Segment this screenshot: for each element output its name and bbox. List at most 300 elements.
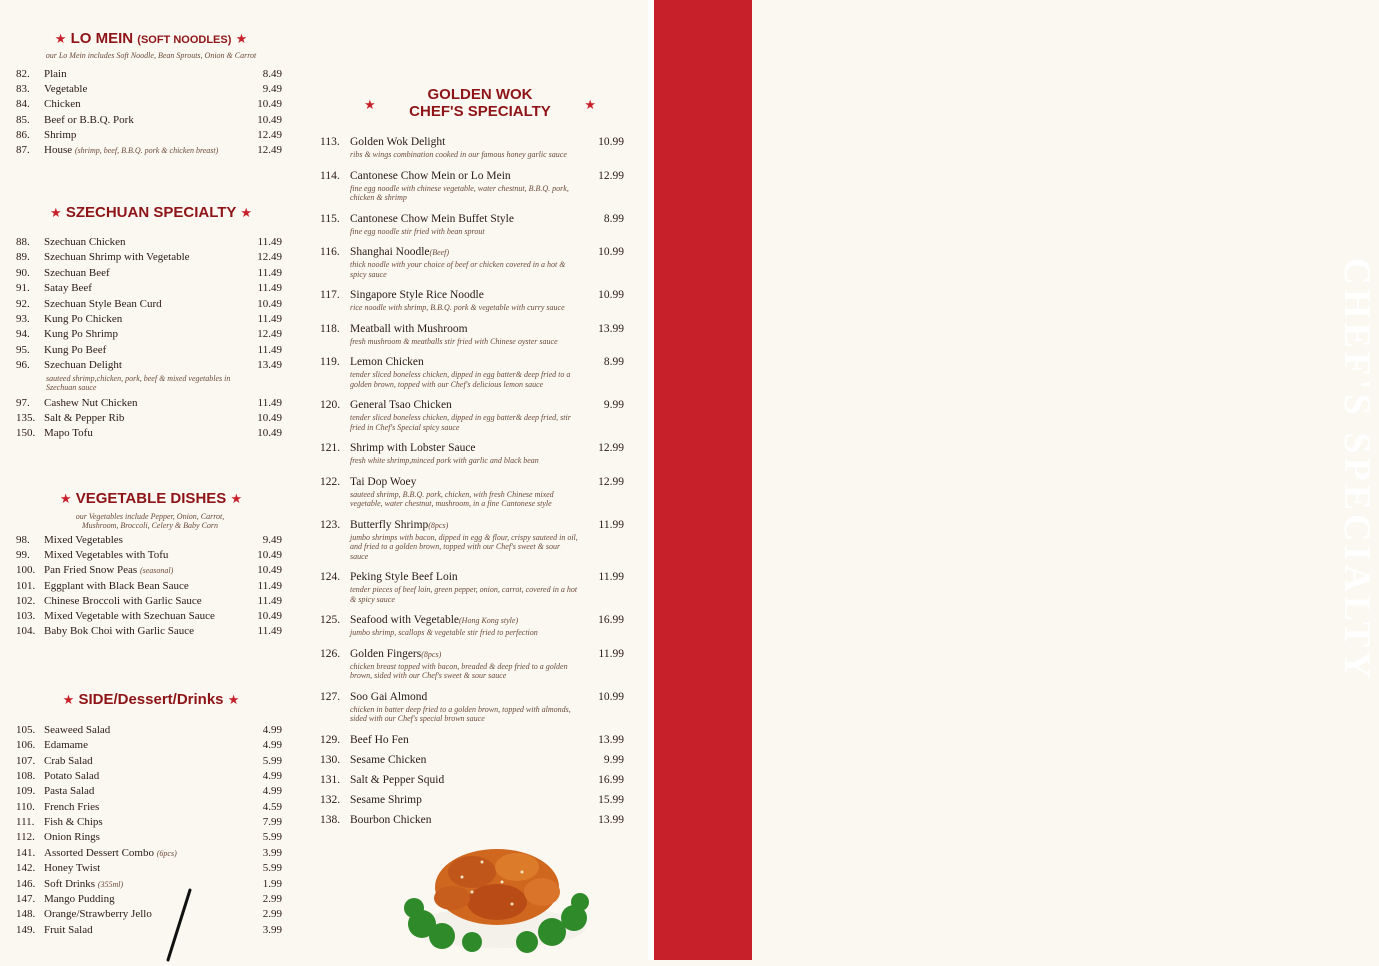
menu-item [320, 812, 624, 828]
menu-item [16, 923, 282, 938]
item-line [320, 772, 624, 788]
item-line [320, 569, 624, 585]
item-price: 3.99 [262, 846, 282, 859]
menu-item [16, 754, 282, 769]
item-number: 142. [16, 862, 36, 875]
item-name: Shrimp [44, 128, 77, 141]
menu-item [16, 113, 282, 128]
item-name: Edamame [44, 739, 88, 752]
item-number: 120. [320, 399, 341, 411]
item-name: Cantonese Chow Mein or Lo Mein [350, 169, 511, 182]
item-description: thick noodle with your choice of beef or chicken covered in a hot & spicy sauce [350, 260, 566, 279]
item-number: 118. [320, 322, 340, 335]
item-name: Shanghai Noodle(Beef) [350, 246, 450, 258]
item-line [320, 134, 624, 150]
item-price: 11.49 [257, 625, 282, 638]
item-line [320, 168, 624, 184]
item-price: 8.99 [603, 356, 624, 368]
menu-item [320, 321, 624, 347]
item-price: 11.99 [598, 571, 624, 583]
item-description: jumbo shrimps with bacon, dipped in egg & flour, crispy sauteed in oil, and fried to a golden brown, topped with our Chef's sweet & sour sauce [350, 532, 578, 561]
item-price: 4.59 [262, 800, 282, 813]
item-name: Shrimp with Lobster Sauce [350, 442, 476, 454]
menu-item [320, 612, 624, 638]
item-price: 13.99 [598, 322, 624, 335]
menu-item [16, 877, 282, 892]
item-line [320, 689, 624, 705]
item-name: Bourbon Chicken [350, 813, 432, 826]
item-price: 10.99 [598, 136, 624, 148]
item-number: 150. [16, 427, 36, 440]
item-name: Szechuan Shrimp with Vegetable [44, 251, 190, 264]
menu-item [320, 397, 624, 432]
item-description: ribs & wings combination cooked in our famous honey garlic sauce [350, 150, 567, 159]
item-price: 10.49 [257, 610, 282, 622]
item-number: 86. [16, 128, 30, 141]
item-number: 129. [320, 733, 341, 746]
item-name: Cashew Nut Chicken [44, 397, 138, 409]
item-price: 10.99 [598, 289, 624, 301]
item-number: 113. [320, 136, 340, 148]
menu-item [16, 533, 282, 548]
menu-item [16, 784, 282, 799]
menu-item [320, 134, 624, 160]
item-price: 16.99 [598, 773, 624, 786]
item-description: chicken in batter deep fried to a golden brown, topped with almonds, sided with our Chef's special brown sauce [350, 704, 571, 723]
item-price: 2.99 [262, 892, 282, 905]
item-price: 11.49 [257, 236, 282, 248]
item-number: 98. [16, 534, 30, 546]
item-note: (6pcs) [156, 848, 177, 858]
side-title: ★ SIDE/Dessert/Drinks ★ [62, 691, 240, 708]
menu-item [16, 266, 282, 281]
item-name: Honey Twist [44, 862, 101, 875]
item-price: 12.49 [257, 251, 282, 264]
item-number: 125. [320, 614, 341, 626]
menu-item [16, 327, 282, 342]
item-price: 11.49 [257, 282, 282, 295]
item-price: 3.99 [262, 923, 282, 936]
item-name: Pasta Salad [44, 785, 95, 798]
menu-item [16, 846, 282, 861]
menu-item [16, 907, 282, 922]
item-price: 10.49 [257, 113, 282, 126]
item-name: Kung Po Chicken [44, 313, 123, 325]
menu-item [320, 792, 624, 808]
item-number: 138. [320, 813, 341, 826]
item-name: Baby Bok Choi with Garlic Sauce [44, 625, 195, 638]
item-name: Vegetable [44, 83, 88, 96]
item-number: 148. [16, 908, 36, 921]
item-price: 10.49 [257, 412, 282, 425]
item-price: 10.99 [598, 246, 624, 258]
star-icon: ★ [235, 31, 248, 46]
item-price: 12.99 [598, 475, 624, 488]
item-number: 106. [16, 739, 36, 752]
item-name: Fruit Salad [44, 923, 93, 936]
item-price: 8.99 [603, 212, 624, 225]
item-line [320, 287, 624, 303]
menu-item [16, 861, 282, 876]
item-number: 91. [16, 282, 30, 295]
item-description: rice noodle with shrimp, B.B.Q. pork & vegetable with curry sauce [350, 303, 565, 312]
menu-item [320, 474, 624, 509]
item-name: Singapore Style Rice Noodle [350, 289, 484, 301]
menu-item [16, 548, 282, 563]
menu-item [320, 244, 624, 279]
item-number: 100. [16, 564, 36, 577]
menu-item [16, 594, 282, 609]
lo-mein-title: ★ LO MEIN (SOFT NOODLES) ★ [54, 30, 248, 47]
menu-item [16, 411, 282, 426]
item-name: General Tsao Chicken [350, 399, 452, 411]
item-name: Tai Dop Woey [350, 475, 417, 488]
item-note: (8pcs) [421, 649, 442, 659]
item-name: Seafood with Vegetable(Hong Kong style) [350, 614, 519, 626]
item-price: 12.99 [598, 169, 624, 182]
item-number: 99. [16, 549, 30, 562]
item-description: fine egg noodle stir fried with bean sprout [350, 226, 485, 236]
item-name: Assorted Dessert Combo (6pcs) [44, 846, 177, 859]
item-number: 121. [320, 442, 341, 454]
item-name: Mango Pudding [44, 892, 115, 905]
menu-item [16, 143, 282, 158]
item-number: 83. [16, 83, 30, 96]
item-price: 11.49 [257, 594, 282, 607]
item-price: 11.99 [598, 518, 624, 531]
menu-item [320, 440, 624, 466]
item-number: 126. [320, 647, 341, 660]
item-price: 10.49 [257, 98, 282, 111]
item-price: 8.49 [262, 68, 282, 80]
item-number: 115. [320, 212, 340, 225]
item-description: tender sliced boneless chicken, dipped in egg batter& deep fried to a golden brown, topped with our Chef's delicious lemon sauce [350, 370, 571, 389]
item-price: 2.99 [262, 908, 282, 921]
item-name: Onion Rings [44, 831, 100, 844]
item-line [320, 397, 624, 413]
item-number: 130. [320, 753, 341, 766]
item-name: Kung Po Beef [44, 343, 107, 356]
menu-item [320, 354, 624, 389]
item-name: Sesame Shrimp [350, 793, 422, 806]
item-number: 103. [16, 610, 36, 622]
item-name: Soft Drinks (355ml) [44, 877, 124, 890]
item-price: 4.99 [262, 785, 282, 798]
menu-item [16, 769, 282, 784]
item-name: Satay Beef [44, 282, 92, 295]
menu-item [16, 281, 282, 296]
menu-item [16, 128, 282, 143]
item-name: Butterfly Shrimp(8pcs) [350, 518, 449, 531]
item-name: Golden Wok Delight [350, 136, 446, 148]
item-price: 11.49 [257, 266, 282, 279]
item-name: Chicken [44, 98, 81, 111]
item-price: 13.99 [598, 733, 624, 746]
menu-item [16, 297, 282, 312]
item-description: sauteed shrimp, B.B.Q. pork, chicken, with fresh Chinese mixed vegetable, water chestnut, mushroom, in a fine Cantonese style [350, 489, 554, 508]
menu-item [16, 815, 282, 830]
star-icon: ★ [364, 97, 376, 112]
lo-mein-note: our Lo Mein includes Soft Noodle, Bean Sprouts, Onion & Carrot [45, 51, 257, 60]
item-number: 84. [16, 98, 30, 111]
chef-title: ★ GOLDEN WOK CHEF'S SPECIALTY ★ [364, 86, 596, 120]
menu-item [16, 609, 282, 624]
item-price: 12.49 [257, 144, 282, 156]
item-name: Szechuan Style Bean Curd [44, 297, 162, 310]
item-price: 11.49 [257, 397, 282, 409]
item-number: 93. [16, 313, 30, 325]
item-note: (shrimp, beef, B.B.Q. pork & chicken breast) [74, 146, 219, 155]
item-line [320, 812, 624, 828]
item-price: 12.49 [257, 328, 282, 341]
item-number: 149. [16, 923, 36, 936]
item-line [320, 354, 624, 370]
item-number: 131. [320, 773, 341, 786]
menu-item [320, 211, 624, 237]
menu-item [16, 82, 282, 97]
item-note: (355ml) [97, 879, 124, 889]
item-name: Szechuan Delight [44, 359, 122, 372]
star-icon: ★ [584, 97, 596, 112]
item-name: Peking Style Beef Loin [350, 571, 458, 583]
item-description: jumbo shrimp, scallops & vegetable stir fried to perfection [350, 628, 538, 637]
item-number: 87. [16, 144, 30, 156]
item-name: French Fries [44, 800, 100, 813]
item-number: 141. [16, 846, 36, 859]
item-line [320, 732, 624, 748]
menu-item [320, 689, 624, 724]
menu-item [16, 830, 282, 845]
star-icon: ★ [62, 692, 75, 707]
item-name: Beef or B.B.Q. Pork [44, 113, 134, 126]
item-number: 97. [16, 397, 30, 409]
item-name: Golden Fingers(8pcs) [350, 647, 442, 660]
item-note: (8pcs) [428, 520, 449, 530]
item-line [320, 474, 624, 490]
item-number: 110. [16, 800, 35, 813]
menu-item [16, 738, 282, 753]
szechuan-delight-desc: sauteed shrimp,chicken, pork, beef & mixed vegetables in Szechuan sauce [46, 374, 231, 392]
item-name: Eggplant with Black Bean Sauce [44, 579, 189, 592]
item-name: Orange/Strawberry Jello [44, 908, 152, 921]
menu-item [16, 892, 282, 907]
pen-mark [160, 886, 200, 966]
item-name: Potato Salad [44, 770, 100, 783]
item-number: 122. [320, 475, 341, 488]
vegetable-note: our Vegetables include Pepper, Onion, Carrot, Mushroom, Broccoli, Celery & Baby Corn [75, 512, 225, 530]
menu-item [320, 569, 624, 604]
dish-photo [402, 832, 592, 950]
banner-title: CHEF'S SPECIALTY [1336, 257, 1378, 683]
menu-item [16, 97, 282, 112]
item-line [320, 321, 624, 337]
item-price: 10.49 [257, 549, 282, 562]
item-name: Sesame Chicken [350, 753, 427, 766]
item-price: 12.49 [257, 128, 282, 141]
item-name: Mixed Vegetables [44, 534, 123, 546]
item-price: 12.99 [598, 442, 624, 454]
item-price: 5.99 [262, 754, 282, 767]
item-line [320, 517, 624, 533]
item-line [320, 792, 624, 808]
item-number: 85. [16, 113, 30, 126]
menu-item [16, 358, 282, 373]
item-name: Lemon Chicken [350, 356, 424, 368]
star-icon: ★ [50, 205, 62, 220]
item-price: 1.99 [262, 877, 282, 890]
item-number: 90. [16, 266, 30, 279]
side-banner [654, 0, 1378, 960]
item-line [320, 440, 624, 456]
item-number: 146. [16, 877, 36, 890]
vegetable-title: ★ VEGETABLE DISHES ★ [59, 490, 243, 507]
item-price: 10.49 [257, 427, 282, 440]
item-name: Chinese Broccoli with Garlic Sauce [44, 594, 202, 607]
item-number: 107. [16, 754, 36, 767]
menu-item [320, 168, 624, 203]
star-icon: ★ [230, 491, 243, 506]
item-price: 13.49 [257, 359, 282, 372]
item-number: 117. [320, 289, 340, 301]
item-number: 104. [16, 625, 36, 638]
menu-item [16, 426, 282, 441]
item-price: 7.99 [262, 816, 282, 829]
star-icon: ★ [54, 31, 67, 46]
item-line [320, 244, 624, 260]
item-price: 11.49 [257, 343, 282, 356]
item-line [320, 752, 624, 768]
item-number: 105. [16, 724, 36, 736]
item-description: tender sliced boneless chicken, dipped in egg batter& deep fried, stir fried in Chef's Special spicy sauce [350, 413, 571, 432]
item-number: 109. [16, 785, 36, 798]
star-icon: ★ [240, 205, 252, 220]
menu-item [16, 343, 282, 358]
item-number: 92. [16, 297, 30, 310]
item-number: 116. [320, 246, 340, 258]
menu-item [16, 250, 282, 265]
menu-item [16, 579, 282, 594]
item-price: 9.49 [262, 534, 282, 546]
item-number: 96. [16, 359, 30, 372]
item-number: 119. [320, 356, 340, 368]
chef-column [320, 134, 624, 832]
item-number: 88. [16, 236, 30, 248]
menu-item [320, 517, 624, 562]
item-number: 95. [16, 343, 30, 356]
menu-item [16, 312, 282, 327]
item-name: Mixed Vegetables with Tofu [44, 549, 169, 562]
item-line [320, 612, 624, 628]
item-price: 15.99 [598, 793, 624, 806]
item-number: 127. [320, 690, 341, 703]
item-price: 11.49 [257, 313, 282, 325]
item-number: 114. [320, 169, 340, 182]
menu-item [16, 800, 282, 815]
item-price: 13.99 [598, 813, 624, 826]
item-price: 9.49 [262, 83, 282, 96]
item-price: 5.99 [262, 831, 282, 844]
item-number: 101. [16, 579, 36, 592]
item-description: fresh mushroom & meatballs stir fried with Chinese oyster sauce [350, 336, 558, 346]
menu-item [320, 752, 624, 768]
item-number: 94. [16, 328, 30, 341]
item-number: 111. [16, 816, 35, 829]
item-number: 112. [16, 831, 35, 844]
item-price: 4.99 [262, 770, 282, 783]
star-icon: ★ [59, 491, 72, 506]
item-number: 89. [16, 251, 30, 264]
menu-item [16, 396, 282, 411]
item-price: 11.49 [257, 579, 282, 592]
menu-item [16, 624, 282, 639]
item-note: (Hong Kong style) [459, 616, 519, 625]
item-name: Mixed Vegetable with Szechuan Sauce [44, 610, 215, 622]
item-price: 9.99 [603, 399, 624, 411]
item-note: (seasonal) [139, 566, 174, 576]
item-price: 4.99 [262, 739, 282, 752]
item-number: 124. [320, 571, 341, 583]
item-price: 11.99 [598, 647, 624, 660]
item-price: 10.49 [257, 297, 282, 310]
item-name: Fish & Chips [44, 816, 103, 829]
item-description: chicken breast topped with bacon, breaded & deep fried to a golden brown, sided with our Chef's sweet & sour sauce [350, 661, 568, 680]
item-name: Meatball with Mushroom [350, 322, 468, 335]
menu-item [320, 646, 624, 681]
item-number: 123. [320, 518, 341, 531]
item-description: fresh white shrimp,minced pork with garlic and black bean [350, 456, 539, 465]
item-name: Seaweed Salad [44, 724, 111, 736]
item-name: Salt & Pepper Rib [44, 412, 125, 425]
item-number: 132. [320, 793, 341, 806]
menu-item [16, 67, 282, 82]
item-line [320, 646, 624, 662]
item-name: Plain [44, 68, 67, 80]
item-number: 135. [16, 412, 36, 425]
menu-item [16, 563, 282, 578]
item-price: 10.99 [598, 690, 624, 703]
item-name: Kung Po Shrimp [44, 328, 118, 341]
item-number: 147. [16, 892, 36, 905]
item-name: Soo Gai Almond [350, 690, 428, 703]
item-name: Mapo Tofu [44, 427, 93, 440]
item-number: 108. [16, 770, 36, 783]
item-price: 4.99 [262, 724, 282, 736]
item-description: fine egg noodle with chinese vegetable, water chestnut, B.B.Q. pork, chicken & shrimp [350, 183, 569, 202]
item-name: Cantonese Chow Mein Buffet Style [350, 212, 514, 225]
item-line [320, 211, 624, 227]
item-price: 16.99 [598, 614, 624, 626]
item-name: Szechuan Beef [44, 266, 110, 279]
item-number: 82. [16, 68, 30, 80]
item-name: Crab Salad [44, 754, 93, 767]
item-name: House (shrimp, beef, B.B.Q. pork & chicken breast) [44, 144, 219, 156]
star-icon: ★ [227, 692, 240, 707]
item-number: 102. [16, 594, 36, 607]
item-note: (Beef) [429, 248, 450, 257]
menu-item [16, 235, 282, 250]
item-price: 9.99 [603, 753, 624, 766]
item-description: tender pieces of beef loin, green pepper, onion, carrot, covered in a hot & spicy sauce [350, 585, 578, 604]
item-price: 5.99 [262, 862, 282, 875]
menu-item [320, 732, 624, 748]
item-price: 10.49 [257, 564, 282, 577]
menu-item [320, 287, 624, 313]
item-name: Szechuan Chicken [44, 236, 126, 248]
menu-item [320, 772, 624, 788]
item-name: Beef Ho Fen [350, 733, 409, 746]
item-name: Salt & Pepper Squid [350, 773, 445, 786]
item-name: Pan Fried Snow Peas (seasonal) [44, 564, 174, 577]
